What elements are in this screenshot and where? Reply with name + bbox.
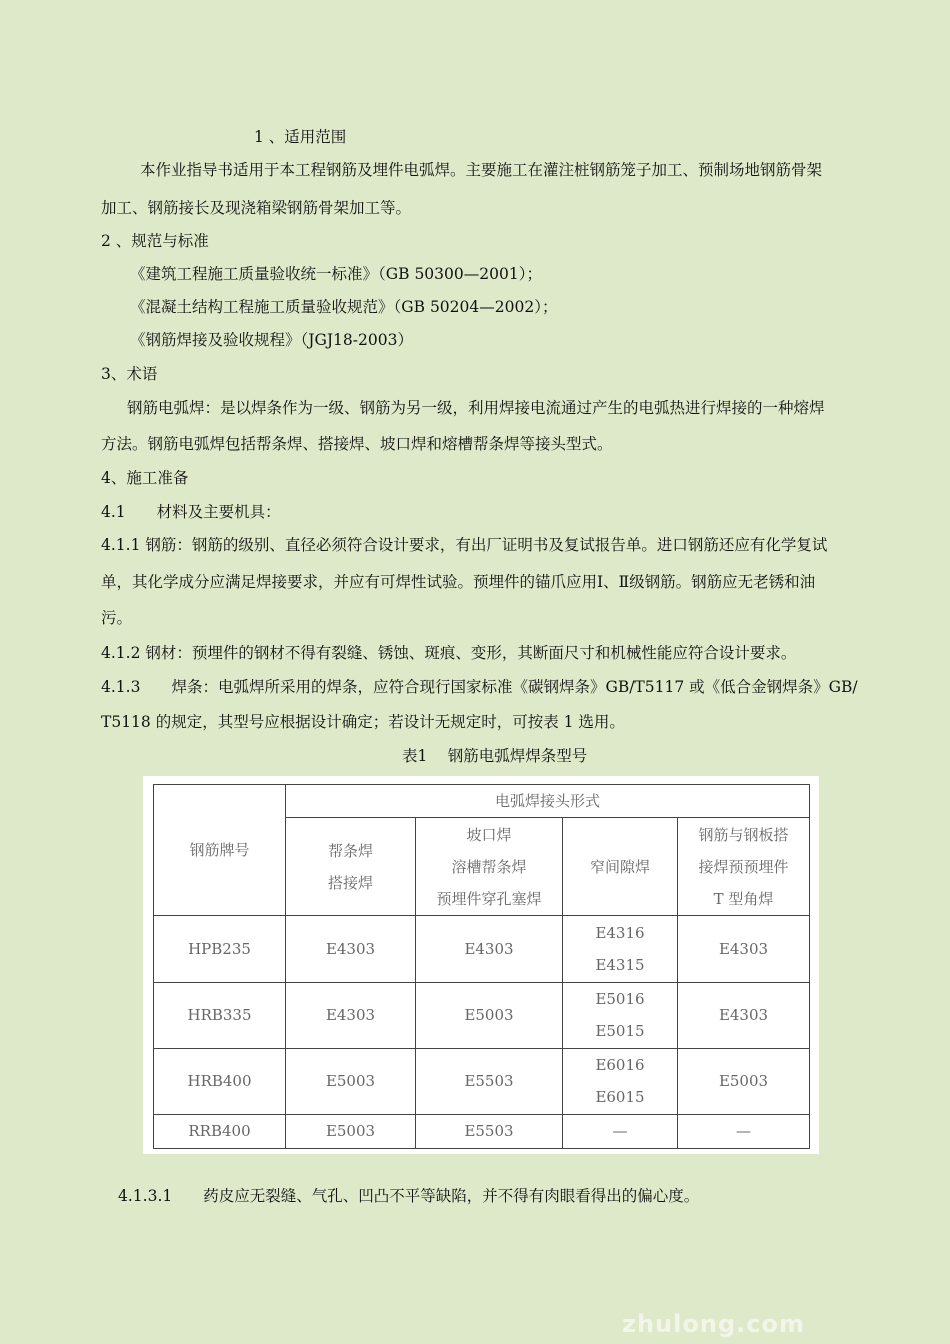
section-4-1-3-1: 4.1.3.1 药皮应无裂缝、气孔、凹凸不平等缺陷，并不得有肉眼看得出的偏心度。	[118, 1187, 700, 1205]
section-1-paragraph-line-1: 本作业指导书适用于本工程钢筋及埋件电弧焊。主要施工在灌注桩钢筋笼子加工、预制场地钢筋骨架	[140, 161, 823, 179]
cell-c3: E4316 E4315	[563, 916, 678, 982]
cell-c4: —	[678, 1114, 810, 1148]
cell-c1: E4303	[286, 982, 416, 1048]
standard-2: 《混凝土结构工程施工质量验收规范》（GB 50204—2002）；	[130, 298, 558, 316]
cell-grade: HPB235	[154, 916, 286, 982]
cell-c1: E4303	[286, 916, 416, 982]
cell-grade: HRB400	[154, 1048, 286, 1114]
cell-c4: E4303	[678, 916, 810, 982]
standard-3: 《钢筋焊接及验收规程》（JGJ18-2003）	[130, 331, 413, 349]
standard-1: 《建筑工程施工质量验收统一标准》（GB 50300—2001）；	[130, 265, 542, 283]
cell-c2: E5503	[416, 1048, 563, 1114]
header-steel-grade: 钢筋牌号	[154, 785, 286, 916]
section-4-1-1-line-2: 单，其化学成分应满足焊接要求，并应有可焊性试验。预埋件的锚爪应用Ⅰ、Ⅱ级钢筋。钢筋应无老锈和油	[101, 573, 816, 591]
watermark: zhulong.com	[622, 1310, 805, 1338]
cell-c3: E5016 E5015	[563, 982, 678, 1048]
section-4-1: 4.1 材料及主要机具：	[101, 503, 281, 521]
section-4-1-1-line-3: 污。	[101, 609, 133, 627]
section-3-paragraph-line-2: 方法。钢筋电弧焊包括帮条焊、搭接焊、坡口焊和熔槽帮条焊等接头型式。	[101, 435, 613, 453]
section-2-title: 2 、规范与标准	[101, 232, 209, 250]
cell-c4: E5003	[678, 1048, 810, 1114]
cell-c3: —	[563, 1114, 678, 1148]
header-groove-weld: 坡口焊 溶槽帮条焊 预埋件穿孔塞焊	[416, 818, 563, 916]
cell-c1: E5003	[286, 1114, 416, 1148]
cell-grade: RRB400	[154, 1114, 286, 1148]
section-3-title: 3、术语	[101, 365, 158, 383]
header-plate-fillet-weld: 钢筋与钢板搭 接焊预预埋件 T 型角焊	[678, 818, 810, 916]
section-4-1-2: 4.1.2 钢材：预埋件的钢材不得有裂缝、锈蚀、斑痕、变形，其断面尺寸和机械性能应符合设计要求。	[101, 644, 797, 662]
welding-rod-table	[153, 784, 810, 1149]
section-4-1-3-line-2: T5118 的规定，其型号应根据设计确定；若设计无规定时，可按表 1 选用。	[101, 713, 625, 731]
header-narrow-gap-weld: 窄间隙焊	[563, 818, 678, 916]
table-row	[154, 982, 810, 1048]
cell-c2: E4303	[416, 916, 563, 982]
cell-c1: E5003	[286, 1048, 416, 1114]
header-strap-lap-weld: 帮条焊 搭接焊	[286, 818, 416, 916]
section-4-1-3-line-1: 4.1.3 焊条：电弧焊所采用的焊条，应符合现行国家标准《碳钢焊条》GB/T5117 或《低合金钢焊条》GB/	[101, 678, 858, 696]
section-1-title: 1 、适用范围	[254, 128, 347, 146]
table-row	[154, 916, 810, 982]
table-row	[154, 1048, 810, 1114]
cell-c4: E4303	[678, 982, 810, 1048]
cell-c2: E5003	[416, 982, 563, 1048]
table-caption: 表1 钢筋电弧焊焊条型号	[402, 747, 588, 765]
section-3-paragraph-line-1: 钢筋电弧焊：是以焊条作为一级、钢筋为另一级，利用焊接电流通过产生的电弧热进行焊接的一种熔焊	[127, 399, 825, 417]
header-joint-form: 电弧焊接头形式	[286, 785, 810, 818]
cell-c2: E5503	[416, 1114, 563, 1148]
welding-rod-table-image	[143, 776, 819, 1154]
cell-grade: HRB335	[154, 982, 286, 1048]
section-4-1-1-line-1: 4.1.1 钢筋：钢筋的级别、直径必须符合设计要求，有出厂证明书及复试报告单。进口钢筋还应有化学复试	[101, 536, 828, 554]
cell-c3: E6016 E6015	[563, 1048, 678, 1114]
section-1-paragraph-line-2: 加工、钢筋接长及现浇箱梁钢筋骨架加工等。	[101, 199, 412, 217]
section-4-title: 4、施工准备	[101, 469, 189, 487]
table-row	[154, 1114, 810, 1148]
